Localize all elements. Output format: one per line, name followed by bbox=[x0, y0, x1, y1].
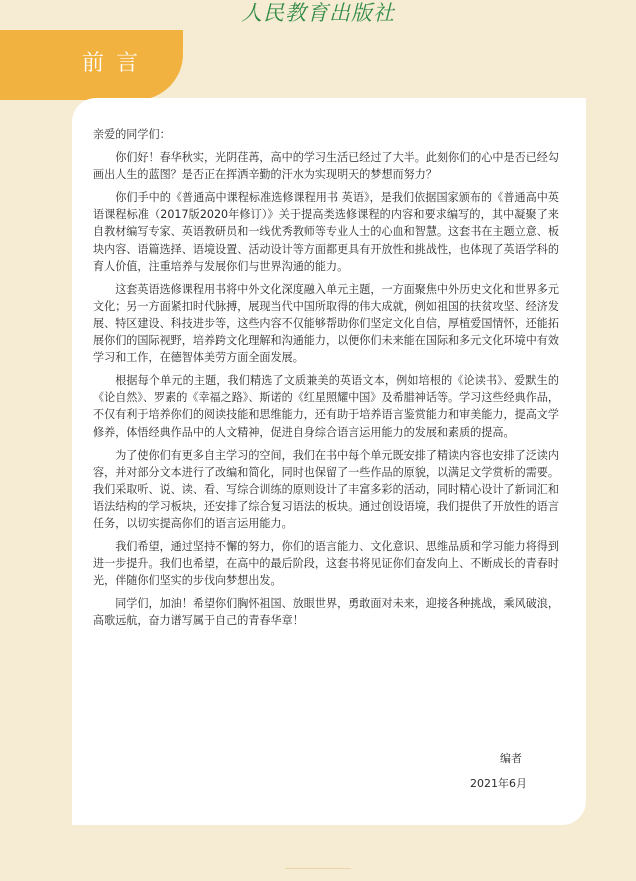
preface-body bbox=[93, 126, 559, 636]
paragraph-5: 为了使你们有更多自主学习的空间，我们在书中每个单元既安排了精读内容也安排了泛读内容，并对部分文本进行了改编和简化，同时也保留了一些作品的原貌，以满足文学赏析的需要。我们采取听、说、读、看、写综合训练的原则设计了丰富多彩的活动，同时精心设计了新词汇和语法结构的学习板块，还安排了综合复习语法的板块。通过创设语境，我们提供了开放性的语言任务，以切实提高你们的语言运用能力。 bbox=[93, 448, 559, 530]
signature-block bbox=[470, 746, 570, 796]
paragraph-2: 你们手中的《普通高中课程标准选修课程用书 英语》，是我们依据国家颁布的《普通高中英语课程标准（2017版2020年修订）》关于提高类选修课程的内容和要求编写的，其中凝聚了来自教材编写专家、英语教研员和一线优秀教师等专业人士的心血和智慧。这套书在主题立意、板块内容、语篇选择、语境设置、活动设计等方面都更具有开放性和挑战性，也体现了英语学科的育人价值，注重培养与发展你们与世界沟通的能力。 bbox=[93, 191, 559, 273]
signature-date: 2021年6月 bbox=[470, 777, 527, 790]
paragraph-6: 我们希望，通过坚持不懈的努力，你们的语言能力、文化意识、思维品质和学习能力将得到进一步提升。我们也希望，在高中的最后阶段，这套书将见证你们奋发向上、不断成长的青春时光，伴随你们坚实的步伐向梦想出发。 bbox=[93, 540, 559, 588]
paragraph-4: 根据每个单元的主题，我们精选了文质兼美的英语文本，例如培根的《论读书》、爱默生的《论自然》、罗素的《幸福之路》、斯诺的《红星照耀中国》及希腊神话等。学习这些经典作品，不仅有利于培养你们的阅读技能和思维能力，还有助于培养语言鉴赏能力和审美能力，提高文学修养，体悟经典作品中的人文精神，促进自身综合语言运用能力的发展和素质的提高。 bbox=[93, 374, 559, 439]
paragraph-3: 这套英语选修课程用书将中外文化深度融入单元主题，一方面聚焦中外历史文化和世界多元文化；另一方面紧扣时代脉搏，展现当代中国所取得的伟大成就，例如祖国的扶贫攻坚、经济发展、特区建设、科技进步等，这些内容不仅能够帮助你们坚定文化自信，厚植爱国情怀，还能拓展你们的国际视野，培养跨文化理解和沟通能力，以便你们未来能在国际和多元文化环境中有效学习和工作，在德智体美劳方面全面发展。 bbox=[93, 282, 559, 365]
publisher-logo: 人民教育出版社 bbox=[241, 1, 395, 25]
paragraph-1: 你们好！春华秋实，光阴荏苒，高中的学习生活已经过了大半。此刻你们的心中是否已经勾画出人生的蓝图？是否正在挥洒辛勤的汗水为实现明天的梦想而努力？ bbox=[93, 151, 559, 182]
bottom-decoration bbox=[285, 868, 351, 875]
signature-author: 编者 bbox=[500, 752, 522, 765]
paragraph-7: 同学们，加油！希望你们胸怀祖国、放眼世界，勇敢面对未来，迎接各种挑战，乘风破浪，高歌远航，奋力谱写属于自己的青春华章！ bbox=[93, 597, 559, 628]
salutation: 亲爱的同学们： bbox=[93, 128, 171, 141]
section-title: 前言 bbox=[82, 51, 151, 76]
